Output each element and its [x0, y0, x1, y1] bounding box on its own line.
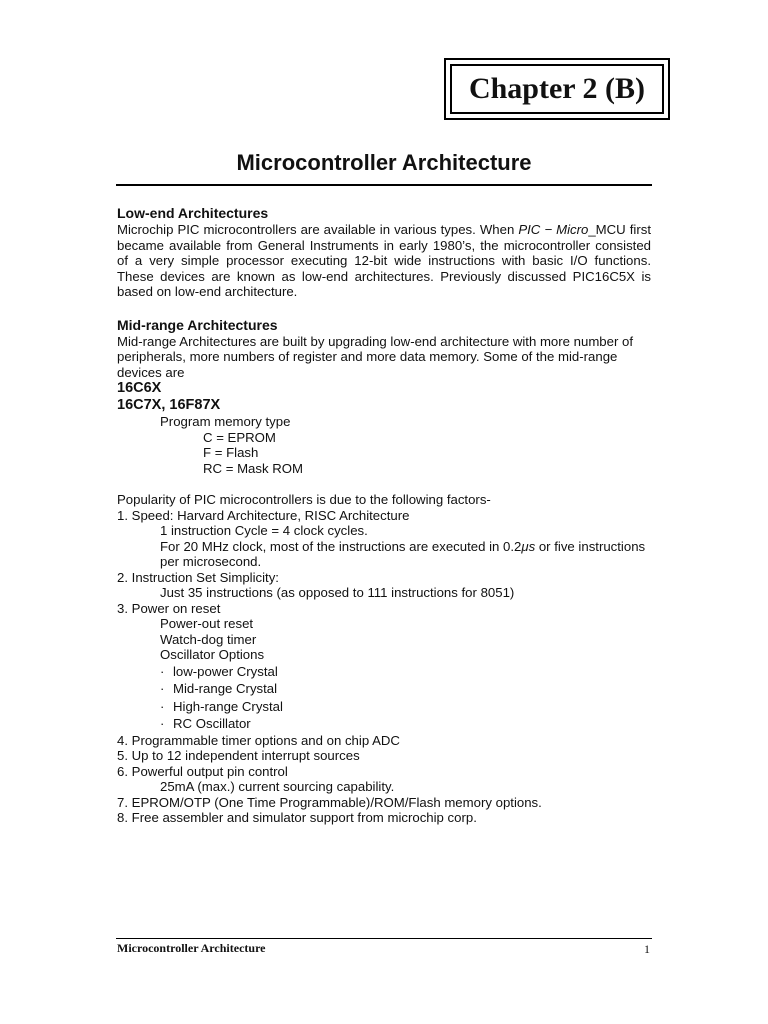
factor-6: 6. Powerful output pin control	[117, 763, 288, 779]
factor-3-detail: Power-out reset	[160, 616, 254, 631]
oscillator-option: · Mid-range Crystal	[160, 681, 278, 696]
document-body	[117, 204, 651, 826]
low-end-heading: Low-end Architectures	[117, 205, 269, 221]
factors-intro: Popularity of PIC microcontrollers is due to the following factors-	[117, 492, 491, 507]
chapter-label: Chapter 2 (B)	[450, 64, 664, 114]
oscillator-option: · low-power Crystal	[160, 663, 278, 679]
mid-range-heading: Mid-range Architectures	[117, 316, 278, 333]
chapter-box	[444, 58, 670, 120]
factor-7: 7. EPROM/OTP (One Time Programmable)/ROM/Flash memory options.	[117, 794, 542, 810]
bullet-icon: ·	[160, 698, 165, 714]
factor-2-detail: Just 35 instructions (as opposed to 111 instructions for 8051)	[160, 585, 515, 600]
factor-1-detail: 1 instruction Cycle = 4 clock cycles.	[160, 523, 368, 538]
page-title: Microcontroller Architecture	[236, 150, 532, 175]
factor-4: 4. Programmable timer options and on chip ADC	[117, 732, 400, 748]
bullet-icon: ·	[160, 681, 165, 696]
memory-type-item: F = Flash	[203, 445, 259, 460]
oscillator-option: · High-range Crystal	[160, 698, 283, 714]
memory-type-item: C = EPROM	[203, 429, 276, 445]
memory-type-item: RC = Mask ROM	[203, 460, 304, 476]
mid-range-paragraph: Mid-range Architectures are built by upgrading low-end architecture with more number of peripherals, more numbers of register and more data memory. Some of the mid-range devices are	[117, 333, 634, 380]
pic-micro-term: PIC − Micro	[518, 222, 589, 237]
low-end-paragraph: Microchip PIC microcontrollers are available in various types. When PIC − Micro_MCU first became available from General Instruments in early 1980’s, the microcontroller consisted of a very simple processor executing 12-bit wide instructions with basic I/O functions. These devices are known as low-end architectures. Previously discussed PIC16C5X is based on low-end architecture.	[117, 222, 651, 299]
footer-rule	[116, 938, 652, 939]
page-number: 1	[644, 942, 650, 956]
device-16c7x: 16C7X, 16F87X	[117, 397, 221, 413]
device-16c6x: 16C6X	[117, 380, 162, 396]
factor-1-detail: For 20 MHz clock, most of the instructions are executed in 0.2μs or five instructions	[160, 538, 646, 554]
factor-1: 1. Speed: Harvard Architecture, RISC Architecture	[117, 507, 410, 523]
title-underline	[116, 184, 652, 186]
factor-8: 8. Free assembler and simulator support from microchip corp.	[117, 810, 477, 825]
bullet-icon: ·	[160, 716, 165, 731]
factor-2: 2. Instruction Set Simplicity:	[117, 569, 279, 585]
factor-3-detail: Oscillator Options	[160, 647, 265, 662]
footer-title: Microcontroller Architecture	[117, 941, 266, 955]
factor-3: 3. Power on reset	[117, 600, 221, 616]
factor-5: 5. Up to 12 independent interrupt sources	[117, 748, 360, 763]
oscillator-option: · RC Oscillator	[160, 716, 251, 731]
factor-1-detail: per microsecond.	[160, 554, 262, 569]
factor-6-detail: 25mA (max.) current sourcing capability.	[160, 779, 395, 794]
bullet-icon: ·	[160, 663, 165, 679]
factor-3-detail: Watch-dog timer	[160, 631, 257, 647]
memory-type-heading: Program memory type	[160, 414, 291, 429]
